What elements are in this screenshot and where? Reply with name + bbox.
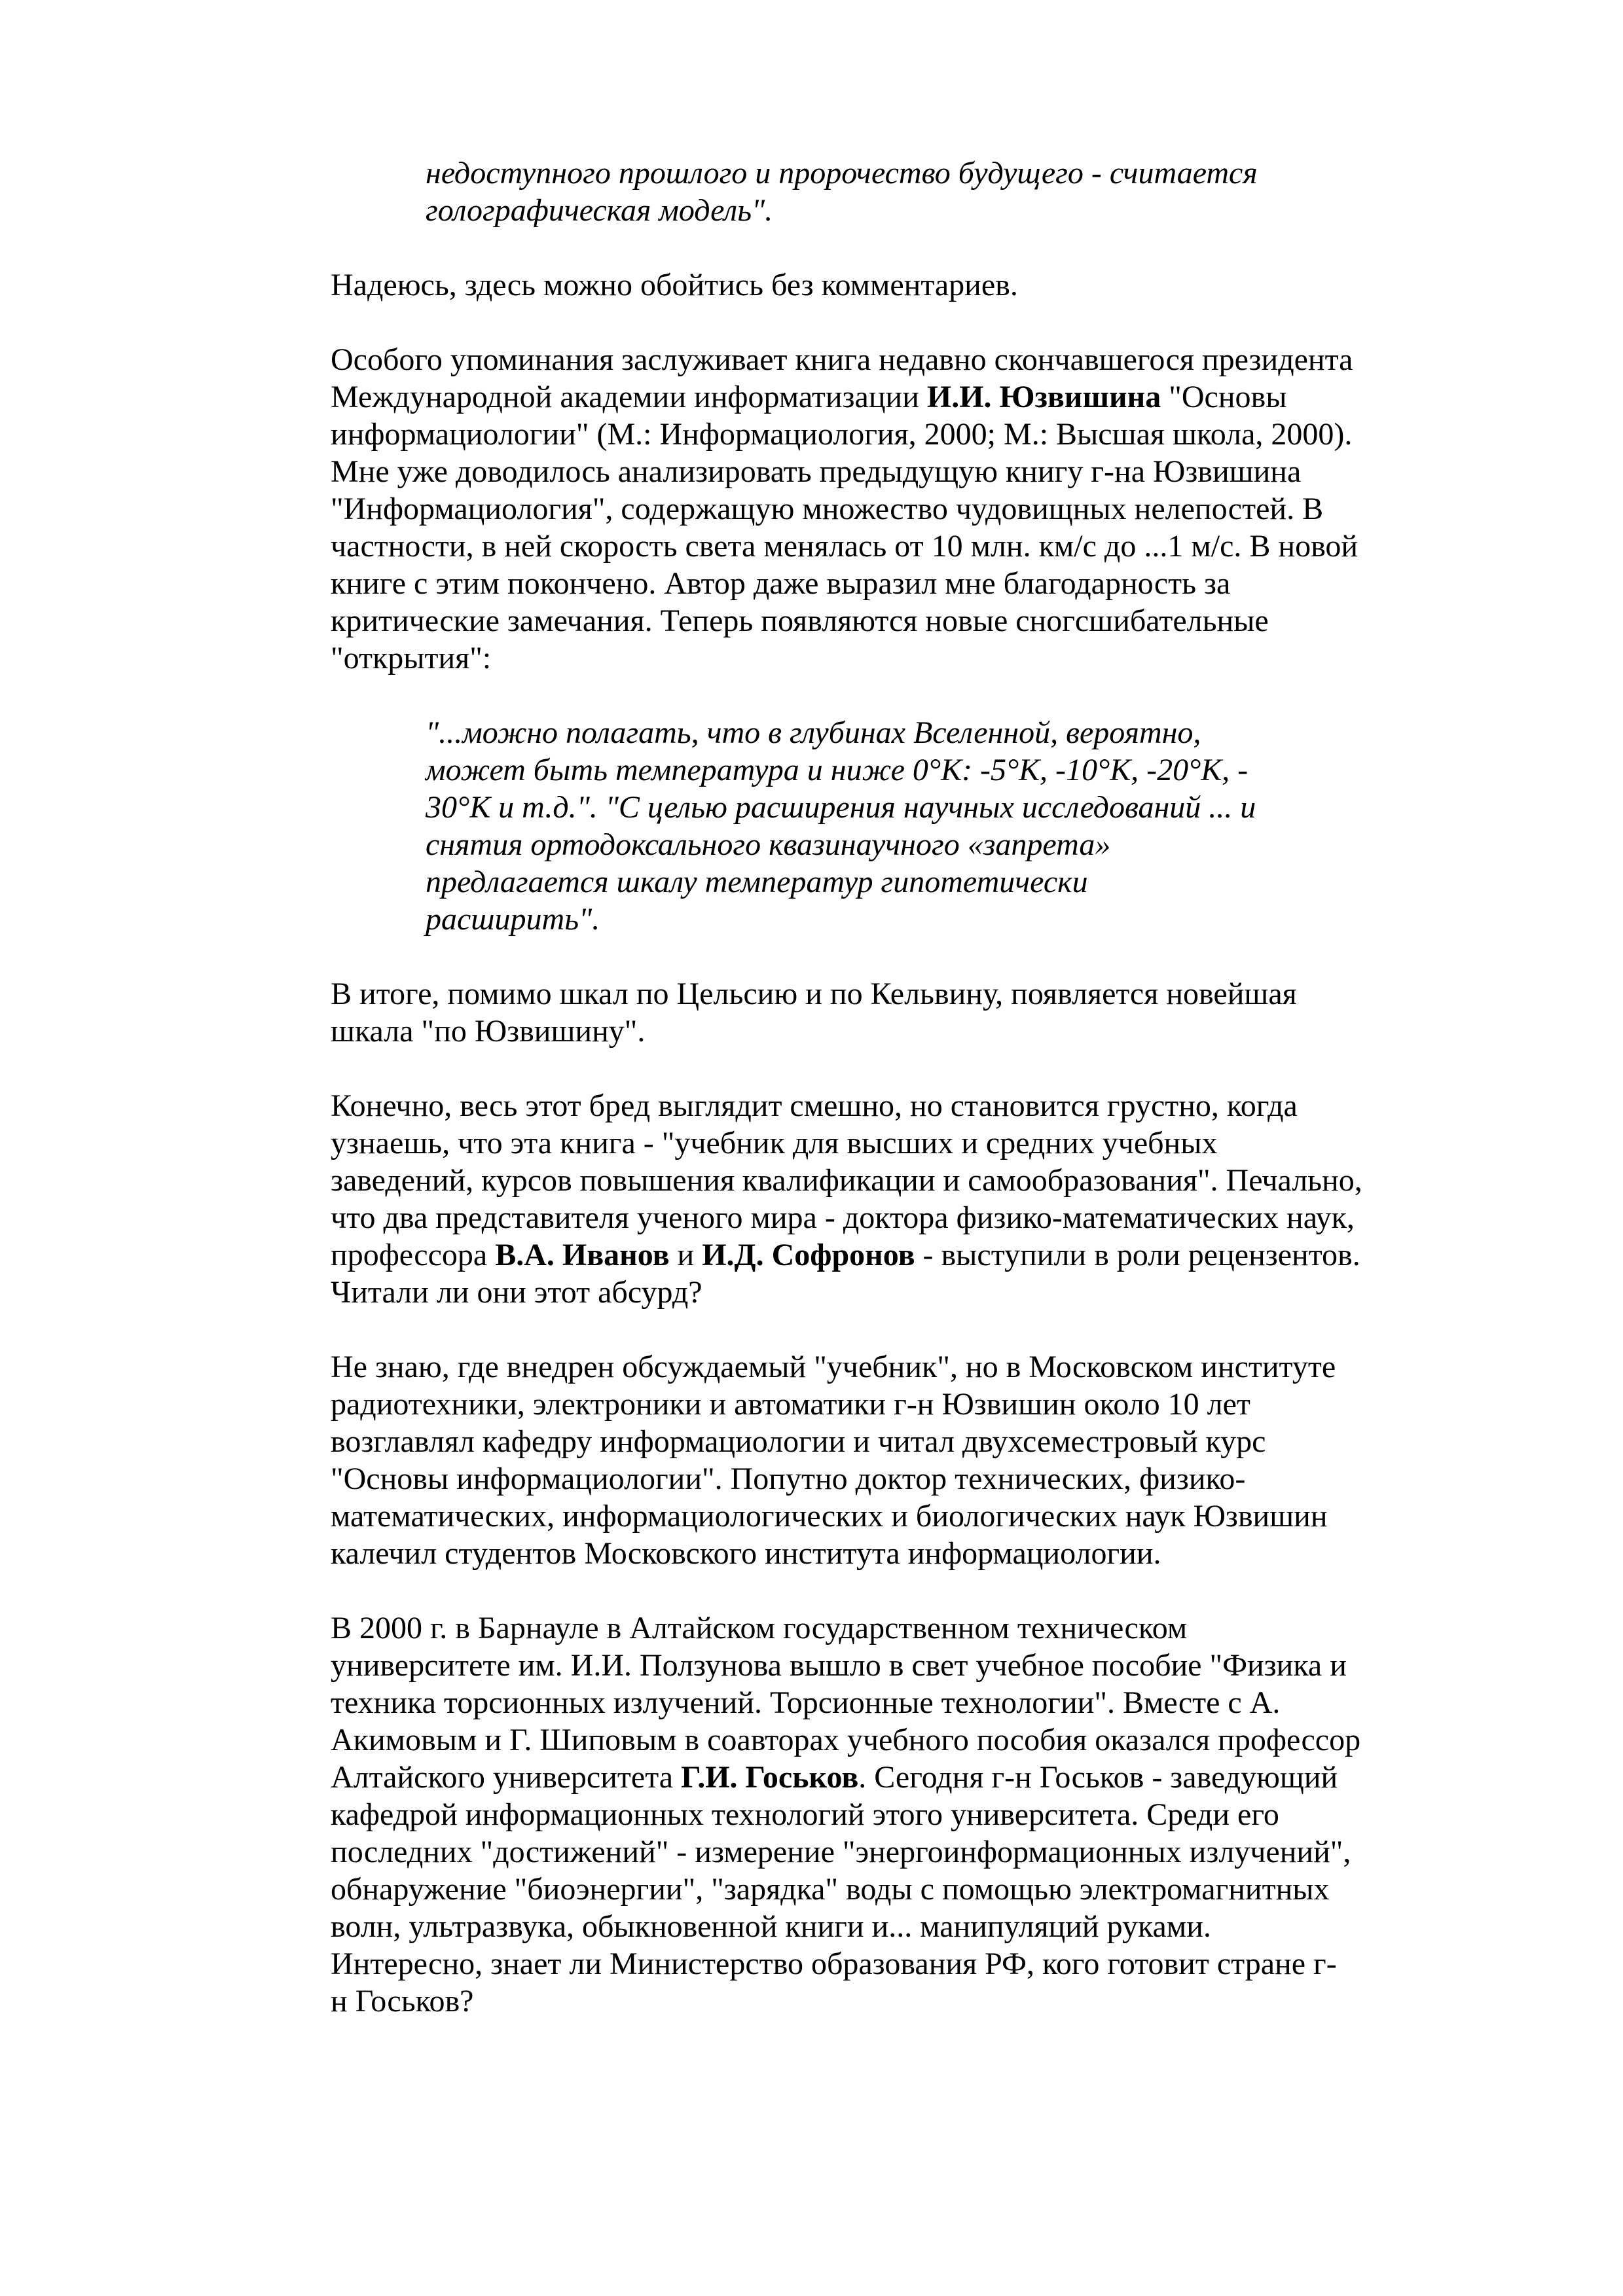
quote-temperature-scale: "...можно полагать, что в глубинах Вселенной, вероятно, может быть температура и ниже 0°К: -5°К, -10°К, -20°К, - 30°К и т.д.". "С целью расширения научных исследований ... и снятия ортодоксального квазинаучного «запрета» предлагается шкалу температур гипотетически расширить".	[426, 715, 1256, 937]
bold-name-yuzvishin: И.И. Юзвишина	[926, 380, 1161, 414]
paragraph-barnaul-goskov	[331, 1609, 1437, 2020]
paragraph-spacer	[331, 938, 1437, 975]
bold-name-sofronov: И.Д. Софронов	[702, 1238, 915, 1272]
paragraph-spacer	[331, 1572, 1437, 1609]
text-run: - выступили в роли рецензентов. Читали ли они этот абсурд?	[331, 1238, 1360, 1310]
text-run: В 2000 г. в Барнауле в Алтайском государственном техническом университете им. И.И. Ползунова вышло в свет учебное пособие "Физика и техника торсионных излучений. Торсионные технологии". Вместе с А. Акимовым и Г. Шиповым в соавторах учебного пособия оказался профессор Алтайского университета	[331, 1611, 1361, 1795]
paragraph-moscow-institute: Не знаю, где внедрен обсуждаемый "учебник", но в Московском институте радиотехники, электроники и автоматики г-н Юзвишин около 10 лет возглавлял кафедру информациологии и читал двухсеместровый курс "Основы информациологии". Попутно доктор технических, физико- математических, информациологических и биологических наук Юзвишин калечил студентов Московского института информациологии.	[331, 1350, 1336, 1571]
paragraph-yuzvishin-book	[331, 341, 1437, 677]
text-run: и	[669, 1238, 702, 1272]
paragraph-reviewers	[331, 1087, 1437, 1311]
text-run: . Сегодня г-н Госьков - заведующий кафедрой информационных технологий этого университета. Среди его последних "достижений" - измерение "энергоинформационных излучений", обнаружение "биоэнергии", "зарядка" воды с помощью электромагнитных волн, ультразвука, обыкновенной книги и... манипуляций руками. Интересно, знает ли Министерство образования РФ, кого готовит стране г- н Госьков?	[331, 1760, 1351, 2018]
paragraph-spacer	[331, 677, 1437, 714]
paragraph-spacer	[331, 1311, 1437, 1348]
text-run: Особого упоминания заслуживает книга недавно скончавшегося президента Международной академии информатизации	[331, 342, 1353, 414]
paragraph-spacer	[331, 1050, 1437, 1087]
paragraph-yuzvishin-scale: В итоге, помимо шкал по Цельсию и по Кельвину, появляется новейшая шкала "по Юзвишину".	[331, 977, 1297, 1049]
bold-name-ivanov: В.А. Иванов	[495, 1238, 670, 1272]
paragraph-spacer	[331, 304, 1437, 341]
document-page	[331, 154, 1437, 2020]
quote-holographic-model: недоступного прошлого и пророчество будущего - считается голографическая модель".	[426, 156, 1258, 228]
bold-name-goskov: Г.И. Госьков	[681, 1760, 859, 1795]
text-run: "Основы информациологии" (М.: Информациология, 2000; М.: Высшая школа, 2000). Мне уже доводилось анализировать предыдущую книгу г-на Юзвишина "Информациология", содержащую множество чудовищных нелепостей. В частности, в ней скорость света менялась от 10 млн. км/с до ...1 м/с. В новой книге с этим покончено. Автор даже выразил мне благодарность за критические замечания. Теперь появляются новые сногсшибательные "открытия":	[331, 380, 1359, 675]
paragraph-spacer	[331, 229, 1437, 266]
paragraph-no-comments: Надеюсь, здесь можно обойтись без комментариев.	[331, 268, 1018, 302]
text-run: Конечно, весь этот бред выглядит смешно, но становится грустно, когда узнаешь, что эта книга - "учебник для высших и средних учебных заведений, курсов повышения квалификации и самообразования". Печально, что два представителя ученого мира - доктора физико-математических наук, профессора	[331, 1088, 1362, 1272]
